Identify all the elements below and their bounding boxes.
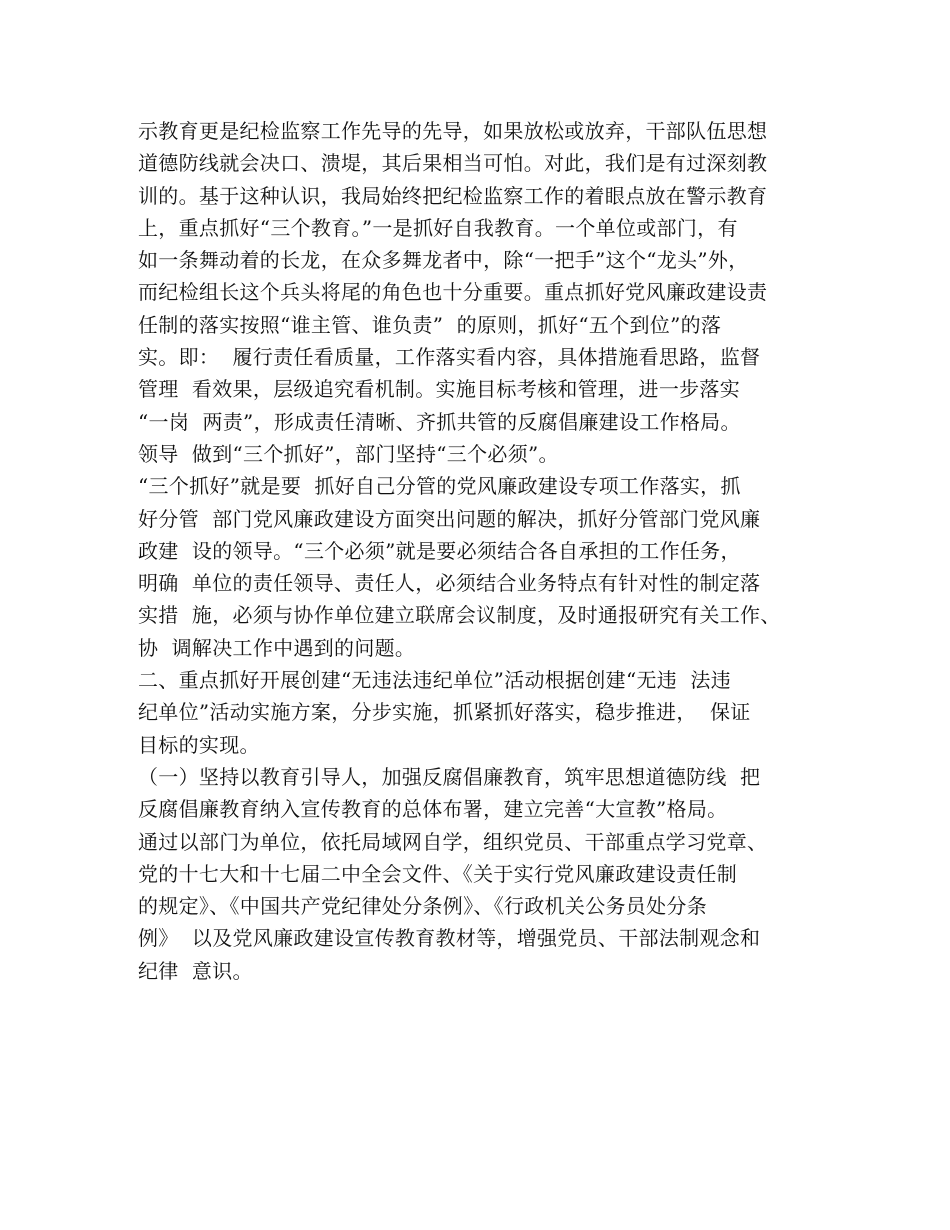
text-line: 实。即： 履行责任看质量，工作落实看内容，具体措施看思路，监督 bbox=[138, 345, 761, 370]
text-line: 领导 做到“三个抓好”，部门坚持“三个必须”。 bbox=[138, 441, 559, 466]
text-line: 反腐倡廉教育纳入宣传教育的总体布署，建立完善“大宣教”格局。 bbox=[138, 797, 728, 822]
text-line: 上，重点抓好“三个教育。”一是抓好自我教育。一个单位或部门，有 bbox=[138, 215, 738, 240]
text-line: 例》 以及党风廉政建设宣传教育教材等，增强党员、干部法制观念和 bbox=[138, 926, 761, 951]
text-line: 实措 施，必须与协作单位建立联席会议制度，及时通报研究有关工作、 bbox=[138, 603, 781, 628]
body-text bbox=[138, 115, 838, 987]
text-line: 任制的落实按照“谁主管、谁负责” 的原则，抓好“五个到位”的落 bbox=[138, 312, 722, 337]
text-line: 政建 设的领导。“三个必须”就是要必须结合各自承担的工作任务， bbox=[138, 538, 741, 563]
text-line: 纪单位”活动实施方案，分步实施，抓紧抓好落实，稳步推进， 保证 bbox=[138, 700, 751, 725]
text-line: 好分管 部门党风廉政建设方面突出问题的解决，抓好分管部门党风廉 bbox=[138, 506, 761, 531]
text-line: 纪律 意识。 bbox=[138, 958, 253, 983]
section-heading: 二、重点抓好开展创建“无违法违纪单位”活动根据创建“无违 法违 bbox=[138, 668, 731, 693]
text-line: 道德防线就会决口、溃堤，其后果相当可怕。对此，我们是有过深刻教 bbox=[138, 151, 768, 176]
text-line: 管理 看效果，层级追究看机制。实施目标考核和管理，进一步落实 bbox=[138, 377, 741, 402]
text-line: “三个抓好”就是要 抓好自己分管的党风廉政建设专项工作落实，抓 bbox=[138, 474, 741, 499]
text-line: 目标的实现。 bbox=[138, 732, 260, 757]
text-line: 明确 单位的责任领导、责任人，必须结合业务特点有针对性的制定落 bbox=[138, 571, 761, 596]
text-line: 而纪检组长这个兵头将尾的角色也十分重要。重点抓好党风廉政建设责 bbox=[138, 280, 768, 305]
text-line: 如一条舞动着的长龙，在众多舞龙者中，除“一把手”这个“龙头”外， bbox=[138, 248, 749, 273]
text-line: “一岗 两责”，形成责任清晰、齐抓共管的反腐倡廉建设工作格局。 bbox=[138, 409, 741, 434]
subsection-heading: （一）坚持以教育引导人，加强反腐倡廉教育，筑牢思想道德防线 把 bbox=[138, 764, 761, 789]
text-line: 训的。基于这种认识，我局始终把纪检监察工作的着眼点放在警示教育 bbox=[138, 183, 768, 208]
text-line: 通过以部门为单位，依托局域网自学，组织党员、干部重点学习党章、 bbox=[138, 829, 768, 854]
text-line: 的规定》、《中国共产党纪律处分条例》、《行政机关公务员处分条 bbox=[138, 894, 707, 919]
text-line: 协 调解决工作中遇到的问题。 bbox=[138, 635, 416, 660]
text-line: 党的十七大和十七届二中全会文件、《关于实行党风廉政建设责任制 bbox=[138, 861, 737, 886]
text-line: 示教育更是纪检监察工作先导的先导，如果放松或放弃，干部队伍思想 bbox=[138, 119, 768, 143]
